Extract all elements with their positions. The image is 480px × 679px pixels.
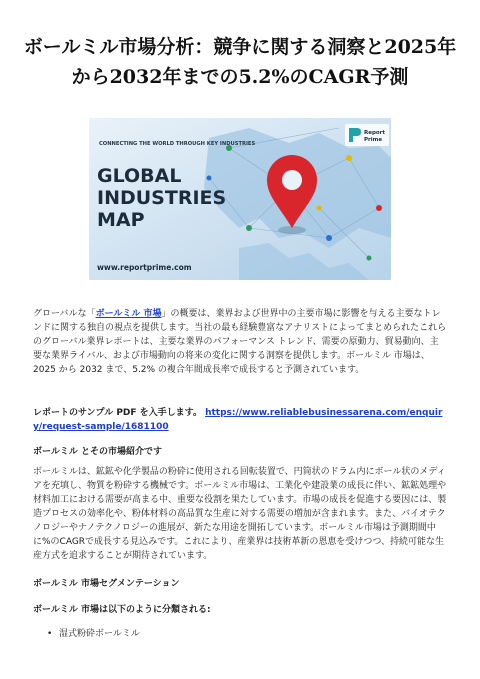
map-pin-icon [326,235,332,241]
svg-text:GLOBAL: GLOBAL [97,165,182,187]
svg-text:INDUSTRIES: INDUSTRIES [97,187,227,209]
map-pin-icon [376,205,382,211]
svg-text:CONNECTING THE WORLD THROUGH K: CONNECTING THE WORLD THROUGH KEY INDUSTRIES [99,141,256,147]
intro-prefix: グローバルな「 [33,309,96,319]
svg-text:Prime: Prime [364,137,383,143]
list-item: • 湿式粉砕ボールミル [47,627,140,641]
sample-request [33,406,447,434]
intro-body: 」の概要は、業界および世界中の主要市場に影響を与える主要なトレンドに関する独自の視点を提供します。当社の最も経験豊富なアナリストによってまとめられたこれらのグローバル業界レポートは、主要な業界のパフォーマンス トレンド、需要の原動力、貿易動向、主要な業界ライバル、および市場動向の将来の変化に関する洞察を提供します。ボールミル 市場は、2025 から 2032 まで、5.2% の複合年間成長率で成長すると予測されています。 [33,309,447,375]
map-pin-icon [346,155,352,161]
market-intro-paragraph: ボールミルは、鉱鉱や化学製品の粉砕に使用される回転装置で、円筒状のドラム内にボール状のメディアを充填し、物質を粉砕する機械です。ボールミル市場は、工業化や建設業の成長に伴い、鉱鉱処理や材料加工における需要が高まる中、重要な役割を果たしています。市場の成長を促進する要因には、製造プロセスの効率化や、粉体材料の高品質な生産に対する需要の増加が含まれます。また、バイオテクノロジーやナノテクノロジーの進展が、新たな用途を開拓しています。ボールミル市場は予測期間中に%のCAGRで成長する見込みです。これにより、産業界は技術革新の恩恵を受けつつ、持続可能な生産方式を追求することが期待されています。 [33,467,447,561]
segmentation-subheading: ボールミル 市場は以下のように分類される: [33,605,211,615]
map-pin-icon [207,176,212,181]
sample-label: レポートのサンプル PDF を入手します。 [33,408,202,418]
segmentation-list [47,627,140,641]
svg-text:www.reportprime.com: www.reportprime.com [97,263,192,272]
svg-text:MAP: MAP [97,209,145,231]
report-prime-logo [345,124,389,146]
page-title: ボールミル市場分析：競争に関する洞察と2025年から2032年までの5.2%のCAGR予測 [23,36,457,88]
map-pin-icon [317,206,322,211]
map-pin-icon [246,225,252,231]
intro-paragraph [33,307,447,377]
section-heading-segmentation: ボールミル 市場セグメンテーション [33,579,180,589]
sample-request-link[interactable]: https://www.reliablebusinessarena.com/enquiry/request-sample/1681100 [33,408,443,432]
market-keyword-link[interactable]: ボールミル 市場 [95,309,162,319]
map-pin-icon [367,256,372,261]
global-industries-map-banner [89,118,391,280]
svg-text:Report: Report [364,130,386,136]
section-heading-intro: ボールミル とその市場紹介です [33,447,162,457]
